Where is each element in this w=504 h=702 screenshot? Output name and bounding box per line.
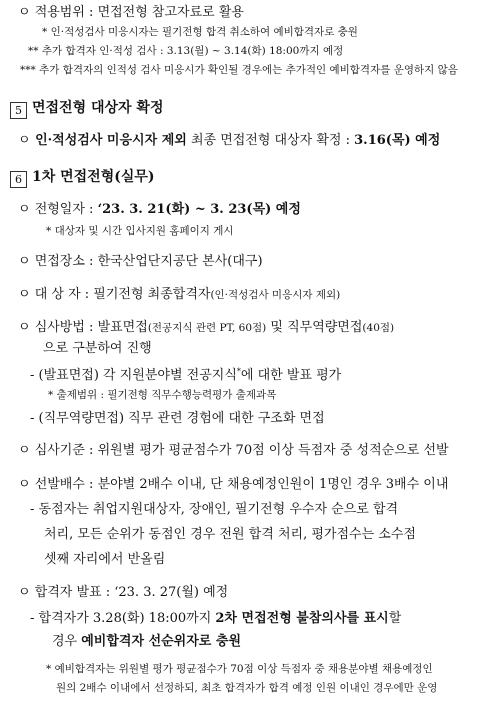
target-small: (인·적성검사 미응시자 제외) bbox=[210, 289, 341, 301]
circle-bullet: ㅇ bbox=[18, 133, 31, 148]
reserve-note-1: * 예비합격자는 위원별 평가 평균점수가 70점 이상 득점자 중 채용분야별 채용예정인 bbox=[46, 663, 433, 675]
announce-item bbox=[18, 586, 228, 599]
competency-item: - (직무역량면접) 직무 관련 경험에 대한 구조화 면접 bbox=[30, 411, 325, 426]
withdraw-bold: 2차 면접전형 불참의사를 표시 bbox=[215, 611, 389, 626]
withdraw-rule-2 bbox=[52, 635, 241, 648]
presentation-pre: - (발표면접) 각 지원분야별 전공지식 bbox=[30, 368, 237, 383]
method-small-1: (전공지식 관련 PT, 60점) bbox=[147, 322, 267, 334]
method-continuation: 으로 구분하여 진행 bbox=[43, 341, 152, 356]
section-number-box: 6 bbox=[10, 171, 27, 188]
criteria-item bbox=[18, 444, 449, 457]
date-item bbox=[18, 203, 301, 216]
scope-item bbox=[18, 6, 244, 19]
withdraw-post: 할 bbox=[388, 611, 402, 626]
circle-bullet: ㅇ bbox=[18, 254, 31, 269]
presentation-item bbox=[30, 368, 341, 382]
scope-note-1: * 인·적성검사 미응시자는 필기전형 합격 취소하여 예비합격자로 충원 bbox=[42, 26, 358, 38]
confirm-text: 최종 면접전형 대상자 확정 : bbox=[186, 133, 355, 148]
target-text: 대 상 자 : 필기전형 최종합격자 bbox=[30, 287, 211, 302]
exam-scope-note: * 출제범위 : 필기전형 직무수행능력평가 출제과목 bbox=[48, 389, 277, 401]
method-small-2: (40점) bbox=[362, 322, 395, 334]
circle-bullet: ㅇ bbox=[18, 477, 31, 492]
withdraw-pre-2: 경우 bbox=[52, 634, 82, 649]
ratio-text: 선발배수 : 분야별 2배수 이내, 단 채용예정인원이 1명인 경우 3배수 이내 bbox=[30, 477, 449, 492]
confirm-item bbox=[18, 134, 440, 147]
place-text: 면접장소 : 한국산업단지공단 본사(대구) bbox=[30, 254, 263, 269]
method-mid: 및 직무역량면접 bbox=[266, 320, 363, 335]
scope-note-3: *** 추가 합격자의 인적성 검사 미응시가 확인될 경우에는 추가적인 예비합격자를 운영하지 않음 bbox=[20, 64, 458, 76]
method-text: 심사방법 : 발표면접 bbox=[30, 320, 148, 335]
scope-note-2: ** 추가 합격자 인·적성 검사 : 3.13(월) ~ 3.14(화) 18:00까지 예정 bbox=[28, 45, 344, 57]
withdraw-bold-2: 예비합격자 선순위자로 충원 bbox=[81, 634, 241, 649]
circle-bullet: ㅇ bbox=[18, 287, 31, 302]
section-number-box: 5 bbox=[10, 102, 27, 119]
date-label: 전형일자 : bbox=[30, 202, 98, 217]
presentation-sup: * bbox=[236, 367, 241, 376]
withdraw-pre: - 합격자가 3.28(화) 18:00까지 bbox=[30, 611, 216, 626]
method-item bbox=[18, 321, 394, 334]
circle-bullet: ㅇ bbox=[18, 585, 31, 600]
circle-bullet: ㅇ bbox=[18, 320, 31, 335]
scope-text: 적용범위 : 면접전형 참고자료로 활용 bbox=[30, 5, 244, 20]
circle-bullet: ㅇ bbox=[18, 5, 31, 20]
criteria-text: 심사기준 : 위원별 평가 평균점수가 70점 이상 득점자 중 성적순으로 선발 bbox=[30, 443, 449, 458]
section-6-title: 1차 면접전형(실무) bbox=[32, 169, 155, 185]
place-item bbox=[18, 255, 263, 268]
section-5-title: 면접전형 대상자 확정 bbox=[32, 100, 164, 116]
reserve-note-2: 원의 2배수 이내에서 선정하되, 최초 합격자가 합격 예정 인원 이내인 경우에만 운영 bbox=[56, 682, 438, 694]
ratio-item bbox=[18, 478, 448, 491]
section-6-heading bbox=[10, 170, 155, 188]
section-5-heading bbox=[10, 101, 163, 119]
confirm-bold-1: 인·적성검사 미응시자 제외 bbox=[30, 133, 187, 148]
tie-rule-1: - 동점자는 취업지원대상자, 장애인, 필기전형 우수자 순으로 합격 bbox=[30, 502, 399, 517]
presentation-post: 에 대한 발표 평가 bbox=[240, 368, 342, 383]
circle-bullet: ㅇ bbox=[18, 443, 31, 458]
tie-rule-3: 셋째 자리에서 반올림 bbox=[44, 552, 166, 567]
date-value: ‘23. 3. 21(화) ~ 3. 23(목) 예정 bbox=[97, 202, 301, 217]
announce-text: 합격자 발표 : ‘23. 3. 27(월) 예정 bbox=[30, 585, 229, 600]
confirm-bold-2: 3.16(목) 예정 bbox=[354, 133, 441, 148]
circle-bullet: ㅇ bbox=[18, 202, 31, 217]
withdraw-rule-1 bbox=[30, 612, 401, 625]
date-note: * 대상자 및 시간 입사지원 홈페이지 게시 bbox=[46, 225, 234, 237]
target-item bbox=[18, 288, 340, 301]
tie-rule-2: 처리, 모든 순위가 동점인 경우 전원 합격 처리, 평가점수는 소수점 bbox=[44, 527, 416, 542]
